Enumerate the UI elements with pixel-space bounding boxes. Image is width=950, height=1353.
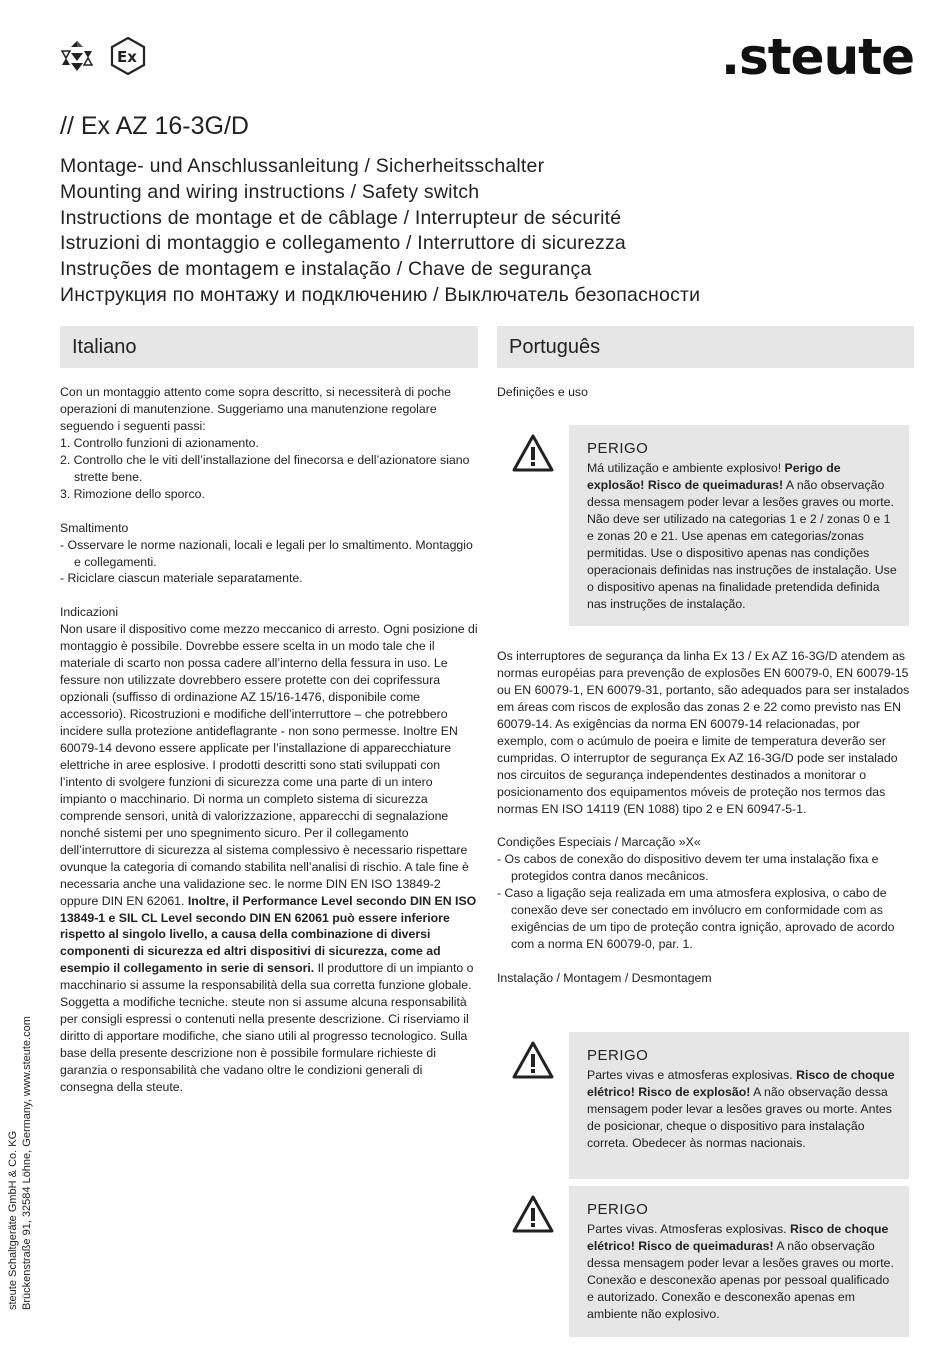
warning-block-1 [497,425,909,626]
italiano-notes-b: Il produttore di un impianto o macchinario si assume la responsabilità della sua corretta funzione globale. Soggetta a modifiche tecniche. steute non si assume alcuna responsabilità per consigli espressi o contenuti nella presente descrizione. Ci riserviamo il diritto di apportare modifiche, che siano utili al progresso tecnologico. Sulla base della presente descrizione non è possibile formulare richieste di garanzia o responsabilità che vadano oltre le condizioni generali di consegna della steute. [60,961,474,1095]
portugues-paragraph: Os interruptores de segurança da linha Ex 13 / Ex AZ 16-3G/D atendem as normas européias para prevenção de explosões EN 60079-0, EN 60079-15 ou EN 60079-1, EN 60079-31, portanto, são adequados para ser instalados em áreas com riscos de explosão das zonas 2 e 22 como previsto nas EN 60079-14. As exigências da norma EN 60079-14 relacionadas, por exemplo, com o acúmulo de poeira e limite de temperatura deverão ser cumpridas. O interruptor de segurança Ex AZ 16-3G/D pode ser instalado nos circuitos de segurança independentes destinados a monitorar o posicionamento dos equipamentos móveis de proteção nos termos das normas EN ISO 14119 (EN 1088) tipo 2 e EN 60947-5-1. [497,649,910,816]
warning-block-2 [497,1032,909,1179]
document-title: // Ex AZ 16-3G/D [60,112,249,140]
warning-block-3 [497,1186,909,1337]
italiano-step-1: 1. Controllo funzioni di azionamento. [60,435,259,450]
italiano-notes-a: Non usare il dispositivo come mezzo meccanico di arresto. Ogni posizione di montaggio è possibile. Dovrebbe essere scelta in un modo tale che il materiale di scarto non possa cadere all’interno della fessura in uso. Le fessure non utilizzate dovrebbero essere protette con dei coprifessura opzionali (suffisso di ordinazione AZ 15/16-1476, disponibile come accessorio). Ricostruzioni e modifiche dell’interruttore – che potrebbero incidere sulla protezione antideflagrante - non sono permesse. Inoltre EN 60079-14 devono essere applicate per l’installazione di apparecchiature elettriche in aree esplosive. I prodotti descritti sono stati sviluppati con l’intento di svolgere funzioni di sicurezza come una parte di un intero impianto o macchinario. Di norma un completo sistema di sicurezza comprende sensori, unità di valorizzazione, apparecchi di segnalazione nonché sistemi per uno spegnimento sicuro. Per il collegamento dell’interruttore di sicurezza al sistema complessivo è necessario rispettare ovunque la categoria di comando stabilita nell’analisi di rischio. A tale fine è necessaria anche una validazione sec. le norme DIN EN ISO 13849-2 oppure DIN EN 62061. [60,622,478,908]
italiano-intro: Con un montaggio attento come sopra descritto, si necessiterà di poche operazioni di manutenzione. Suggeriamo una manutenzione regolare seguendo i seguenti passi: [60,385,451,433]
brand-logo: .steute [721,28,914,86]
italiano-notes [60,621,478,1096]
warning-text-2a: Partes vivas e atmosferas explosivas. [587,1067,793,1082]
svg-text:Ex: Ex [117,48,137,66]
portugues-install-title: Instalação / Montagem / Desmontagem [497,971,712,986]
warning-triangle-icon [511,433,555,473]
warning-text-2-bold: Risco de choque elétrico! Risco de explosão! [587,1067,895,1099]
portugues-special-item-2: - Caso a ligação seja realizada em uma atmosfera explosiva, o cabo de conexão deve ser conectado em invólucro em conformidade com as exigências de um tipo de proteção contra ignição, aprovado de acordo com a norma EN 60079-0, par. 1. [497,886,895,952]
italiano-step-2: 2. Controllo che le viti dell’installazione del finecorsa e dell’azionatore siano strette bene. [60,452,470,484]
ex-mark-icon [108,36,148,76]
warning-box-3 [569,1186,909,1337]
italiano-disposal-title: Smaltimento [60,520,129,535]
italiano-notes-title: Indicazioni [60,605,119,620]
portugues-body [497,648,913,987]
warning-title-3: PERIGO [587,1201,649,1218]
section-heading-italiano: Italiano [60,326,478,368]
warning-triangle-icon [511,1194,555,1234]
warning-text-1-bold: Perigo de explosão! Risco de queimaduras! [587,460,841,492]
section-heading-portugues: Português [497,326,914,368]
italiano-step-3: 3. Rimozione dello sporco. [60,486,205,501]
warning-text-2b: A não observação dessa mensagem poder levar a lesões graves ou morte. Antes de posicionar, cheque o dispositivo para instalação correta. Obedecer às normas nacionais. [587,1084,892,1150]
warning-text-1b: A não observação dessa mensagem poder levar a lesões graves ou morte. Não deve ser utilizado na categorias 1 e 2 / zonas 0 e 1 e zonas 20 e 21. Use apenas em categorias/zonas permitidas. Use o dispositivo apenas nas condições operacionais definidas nas instruções de instalação. Use o dispositivo apenas na finalidade pretendida definida nas instruções de instalação. [587,477,897,611]
company-address: Brückenstraße 91, 32584 Löhne, Germany, www.steute.com [21,1016,33,1310]
italiano-disposal-item-1: - Osservare le norme nazionali, locali e legali per lo smaltimento. Montaggio e collegamenti. [60,537,473,569]
warning-text-1a: Má utilização e ambiente explosivo! [587,460,782,475]
subtitle-en: Mounting and wiring instructions / Safety switch [60,180,480,203]
warning-triangle-icon [511,1040,555,1080]
portugues-special-item-1: - Os cabos de conexão do dispositivo devem ter uma instalação fixa e protegidos contra danos mecânicos. [497,852,879,884]
warning-title-2: PERIGO [587,1047,649,1064]
warning-title-1: PERIGO [587,440,649,457]
company-info-sidebar [6,1016,34,1310]
italiano-column [60,384,478,1096]
subtitle-de: Montage- und Anschlussanleitung / Sicherheitsschalter [60,155,545,177]
subtitle-ru: Инструкция по монтажу и подключению / Выключатель безопасности [60,283,701,306]
warning-text-3a: Partes vivas. Atmosferas explosivas. [587,1221,787,1236]
italiano-disposal-item-2: - Riciclare ciascun materiale separatamente. [60,571,303,586]
warning-box-2 [569,1032,909,1179]
subtitle-list [60,154,920,309]
warning-text-3-bold: Risco de choque elétrico! Risco de queimaduras! [587,1221,889,1253]
company-name: steute Schaltgeräte GmbH & Co. KG [7,1130,19,1310]
subtitle-it: Istruzioni di montaggio e collegamento / Interruttore di sicurezza [60,232,626,255]
warning-text-3b: A não observação dessa mensagem poder levar a lesões graves ou morte. Conexão e desconexão apenas por pessoal qualificado e autorizado. Conexão e desconexão apenas em ambiente não explosivo. [587,1238,894,1321]
italiano-notes-bold: Inoltre, il Performance Level secondo DIN EN ISO 13849-1 e SIL CL Level secondo DIN EN 62061 può essere inferiore rispetto al singolo livello, a causa della combinazione di diversi componenti di sicurezza ed altri dispositivi di sicurezza, come ad esempio il collegamento in serie di sensori. [60,893,477,976]
warning-box-1 [569,425,909,626]
atex-logo-icon [58,39,96,73]
subtitle-fr: Instructions de montage et de câblage / Interrupteur de sécurité [60,206,622,229]
header-logos [58,36,148,76]
portugues-defs-title: Definições e uso [497,385,588,399]
portugues-special-title: Condições Especiais / Marcação »X« [497,835,701,850]
subtitle-pt: Instruções de montagem e instalação / Chave de segurança [60,258,592,281]
